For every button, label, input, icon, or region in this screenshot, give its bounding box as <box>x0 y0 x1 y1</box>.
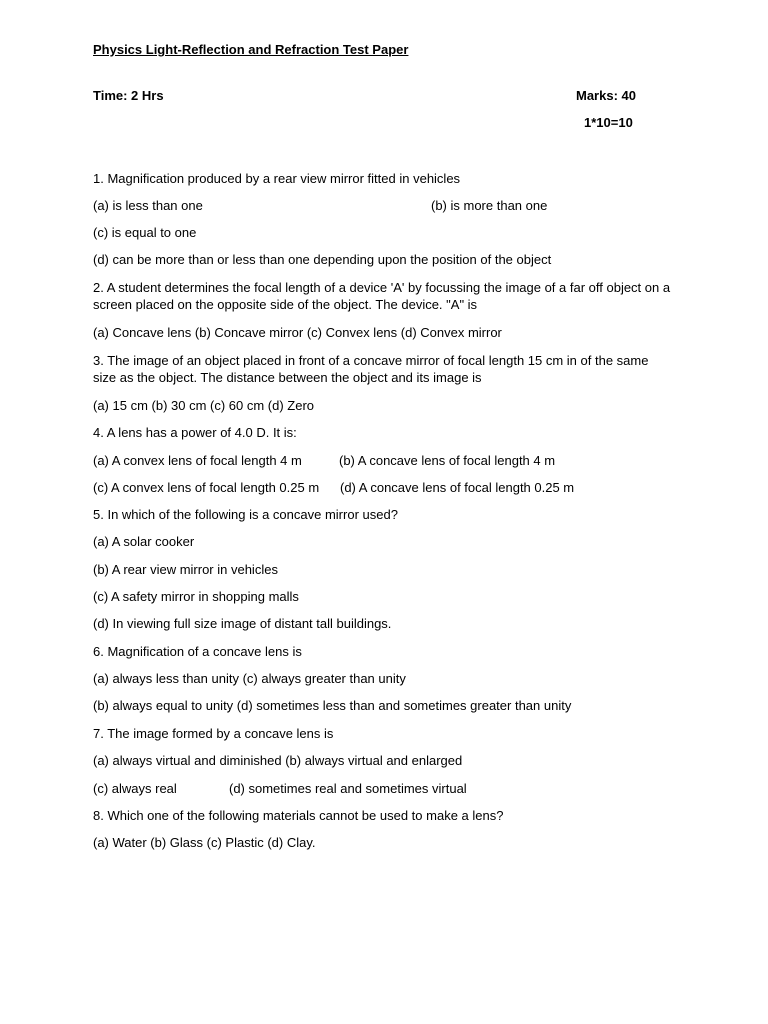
q5-option-c: (c) A safety mirror in shopping malls <box>93 589 299 604</box>
q7-option-d: (d) sometimes real and sometimes virtual <box>229 781 467 796</box>
marking-scheme: 1*10=10 <box>584 115 633 130</box>
question-7: 7. The image formed by a concave lens is <box>93 726 334 741</box>
question-2: 2. A student determines the focal length of a device 'A' by focussing the image of a far off object on a screen placed on the opposite side of the object. The device. "A" is <box>93 280 671 312</box>
time-label: Time: 2 Hrs <box>93 88 164 103</box>
q4-option-a: (a) A convex lens of focal length 4 m <box>93 453 302 468</box>
q5-option-a: (a) A solar cooker <box>93 534 195 549</box>
q3-options: (a) 15 cm (b) 30 cm (c) 60 cm (d) Zero <box>93 398 315 413</box>
q5-option-d: (d) In viewing full size image of distant tall buildings. <box>93 616 392 631</box>
question-1: 1. Magnification produced by a rear view mirror fitted in vehicles <box>93 171 461 186</box>
marks-label: Marks: 40 <box>576 88 636 103</box>
q1-option-d: (d) can be more than or less than one depending upon the position of the object <box>93 252 552 267</box>
question-3: 3. The image of an object placed in front of a concave mirror of focal length 15 cm in of the same size as the object. The distance between the object and its image is <box>93 353 649 385</box>
q5-option-b: (b) A rear view mirror in vehicles <box>93 562 278 577</box>
q7-option-c: (c) always real <box>93 781 177 796</box>
q1-option-b: (b) is more than one <box>431 198 548 213</box>
question-4: 4. A lens has a power of 4.0 D. It is: <box>93 425 297 440</box>
q6-options-line-2: (b) always equal to unity (d) sometimes less than and sometimes greater than unity <box>93 698 572 713</box>
question-8: 8. Which one of the following materials cannot be used to make a lens? <box>93 808 504 823</box>
q7-options-line-1: (a) always virtual and diminished (b) always virtual and enlarged <box>93 753 463 768</box>
q6-options-line-1: (a) always less than unity (c) always greater than unity <box>93 671 406 686</box>
q2-options: (a) Concave lens (b) Concave mirror (c) Convex lens (d) Convex mirror <box>93 325 502 340</box>
q4-option-d: (d) A concave lens of focal length 0.25 m <box>340 480 575 495</box>
question-6: 6. Magnification of a concave lens is <box>93 644 302 659</box>
question-5: 5. In which of the following is a concave mirror used? <box>93 507 398 522</box>
q4-option-b: (b) A concave lens of focal length 4 m <box>339 453 556 468</box>
q1-option-c: (c) is equal to one <box>93 225 197 240</box>
q4-option-c: (c) A convex lens of focal length 0.25 m <box>93 480 320 495</box>
q8-options: (a) Water (b) Glass (c) Plastic (d) Clay. <box>93 835 316 850</box>
paper-title: Physics Light-Reflection and Refraction Test Paper <box>93 42 409 57</box>
q1-option-a: (a) is less than one <box>93 198 203 213</box>
